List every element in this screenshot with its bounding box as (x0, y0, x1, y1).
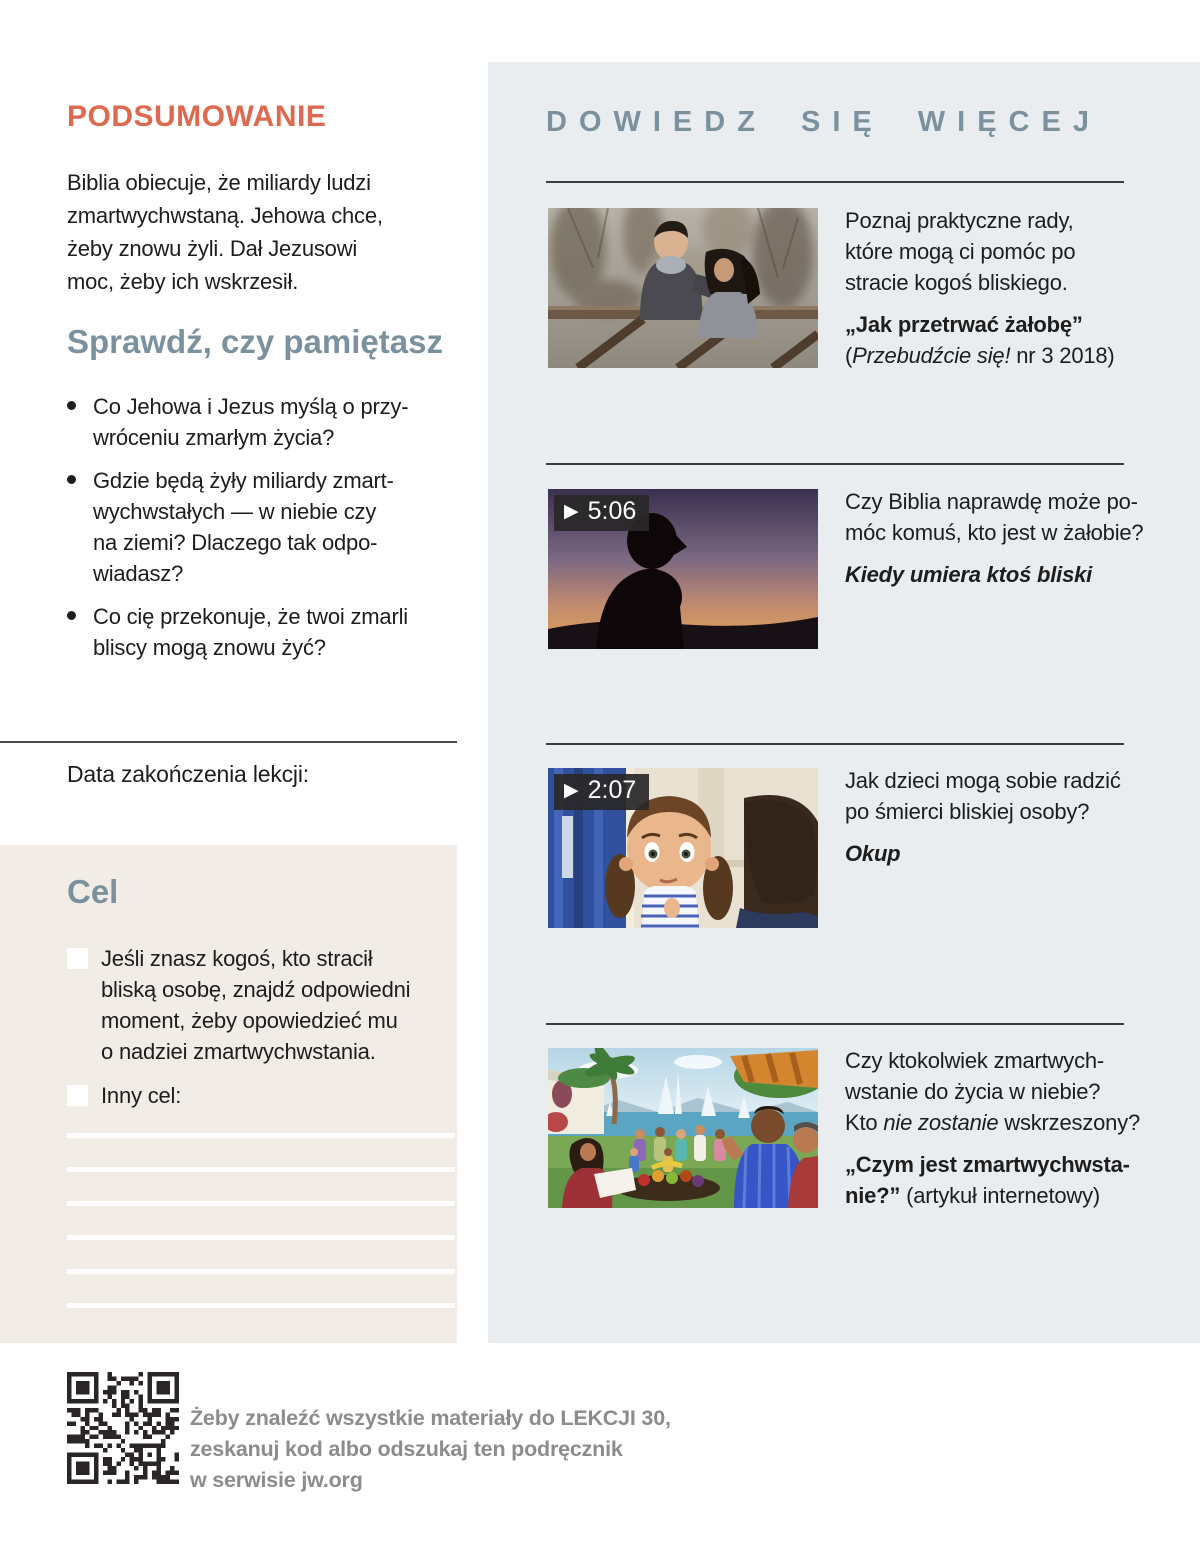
reference-title-line (845, 1180, 1195, 1211)
description-run: wskrzeszony? (998, 1110, 1141, 1135)
description-line: które mogą ci pomóc po (845, 239, 1076, 264)
question-line: bliscy mogą znowu żyć? (93, 635, 326, 660)
media-text (845, 205, 1195, 371)
goal-title: Cel (67, 873, 119, 910)
bullet-icon (67, 475, 76, 484)
grieving-couple-illustration (548, 208, 818, 368)
question-line: wiadasz? (93, 561, 184, 586)
video-title[interactable]: Okup (845, 841, 901, 866)
writing-line (67, 1303, 455, 1308)
media-description (845, 205, 1195, 298)
section-divider (0, 741, 457, 743)
learn-more-panel (488, 62, 1200, 1343)
media-description (845, 765, 1195, 827)
bullet-icon (67, 401, 76, 410)
qr-caption-line: zeskanuj kod albo odszukaj ten podręcznik (190, 1437, 623, 1461)
goal-checkbox-share-hope[interactable] (67, 948, 88, 969)
description-run-italic: nie zostanie (883, 1110, 999, 1135)
learn-more-divider (546, 181, 1124, 183)
reference-source-magazine: Przebudźcie się! (852, 343, 1011, 368)
writing-line (67, 1235, 455, 1240)
writing-line (67, 1269, 455, 1274)
media-description (845, 486, 1195, 548)
question-line: Gdzie będą żyły miliardy zmart- (93, 468, 394, 493)
play-badge (554, 774, 649, 810)
summary-body-line: zmartwychwstaną. Jehowa chce, (67, 203, 383, 228)
bullet-icon (67, 611, 76, 620)
description-line: Czy Biblia naprawdę może po- (845, 489, 1138, 514)
description-line: Czy ktokolwiek zmartwych- (845, 1048, 1105, 1073)
review-question-list (67, 391, 459, 675)
question-line: Co cię przekonuje, że twoi zmarli (93, 604, 408, 629)
goal-item-text (101, 943, 426, 1067)
media-item-children-video (548, 768, 1188, 932)
summary-body-line: Biblia obiecuje, że miliardy ludzi (67, 170, 371, 195)
reference-title-line[interactable]: „Czym jest zmartwychwsta- (845, 1152, 1130, 1177)
reference-source (845, 340, 1195, 371)
media-text (845, 765, 1195, 869)
paradise-painting-thumbnail[interactable] (548, 1048, 818, 1208)
goal-checkbox-other[interactable] (67, 1085, 88, 1106)
paradise-illustration (548, 1048, 818, 1208)
goal-text-line: moment, żeby opowiedzieć mu (101, 1008, 398, 1033)
learn-more-divider (546, 1023, 1124, 1025)
qr-caption-line: Żeby znaleźć wszystkie materiały do LEKCJI 30, (190, 1406, 671, 1430)
media-reference[interactable] (845, 309, 1195, 371)
duration-label: 5:06 (587, 497, 637, 525)
goal-text-line: bliską osobę, znajdź odpowiedni (101, 977, 411, 1002)
play-badge (554, 495, 649, 531)
play-icon: ▶ (564, 780, 579, 802)
reference-source-pre: ( (845, 343, 853, 368)
qr-caption (190, 1403, 671, 1496)
description-line: móc komuś, kto jest w żałobie? (845, 520, 1144, 545)
learn-more-divider (546, 743, 1124, 745)
review-title: Sprawdź, czy pamiętasz (67, 323, 443, 360)
reference-type-label: (artykuł internetowy) (900, 1183, 1101, 1208)
summary-body-line: moc, żeby ich wskrzesił. (67, 269, 299, 294)
goal-text-line: Jeśli znasz kogoś, kto stracił (101, 946, 373, 971)
media-item-grief-video (548, 489, 1188, 653)
play-icon: ▶ (564, 501, 579, 523)
review-question-1 (67, 391, 459, 453)
review-question-3 (67, 601, 459, 663)
description-line: wstanie do życia w niebie? (845, 1079, 1101, 1104)
sunset-silhouette-video-thumbnail[interactable] (548, 489, 818, 649)
reference-title[interactable]: „Jak przetrwać żałobę” (845, 312, 1083, 337)
duration-label: 2:07 (587, 776, 637, 804)
goal-item-share-hope (67, 943, 426, 1067)
description-run: Kto (845, 1110, 884, 1135)
writing-line (67, 1201, 455, 1206)
media-item-resurrection-article (548, 1048, 1188, 1212)
summary-body-line: żeby znowu żyli. Dał Jezusowi (67, 236, 358, 261)
qr-code (67, 1372, 179, 1484)
writing-line (67, 1167, 455, 1172)
learn-more-divider (546, 463, 1124, 465)
media-text (845, 486, 1195, 590)
media-item-grief-article (548, 208, 1188, 372)
completion-date-label: Data zakończenia lekcji: (67, 761, 309, 787)
review-question-2 (67, 465, 459, 589)
description-line: stracie kogoś bliskiego. (845, 270, 1068, 295)
description-line (845, 1107, 1195, 1138)
summary-body (67, 166, 462, 298)
media-description (845, 1045, 1195, 1138)
question-line: na ziemi? Dlaczego tak odpo- (93, 530, 378, 555)
goal-text-line: o nadziei zmartwychwstania. (101, 1039, 376, 1064)
description-line: po śmierci bliskiej osoby? (845, 799, 1090, 824)
reference-title-run[interactable]: nie?” (845, 1183, 901, 1208)
reference-source-post: nr 3 2018) (1010, 343, 1115, 368)
question-line: wróceniu zmarłym życia? (93, 425, 335, 450)
video-title[interactable]: Kiedy umiera ktoś bliski (845, 562, 1093, 587)
goal-other-label: Inny cel: (101, 1083, 182, 1108)
description-line: Poznaj praktyczne rady, (845, 208, 1074, 233)
writing-line (67, 1133, 455, 1138)
goal-item-other (67, 1080, 426, 1111)
goal-panel (0, 845, 457, 1343)
question-line: Co Jehowa i Jezus myślą o przy- (93, 394, 409, 419)
question-line: wychwstałych — w niebie czy (93, 499, 377, 524)
learn-more-title: DOWIEDZ SIĘ WIĘCEJ (546, 106, 1101, 138)
media-text (845, 1045, 1195, 1211)
grieving-couple-photo[interactable] (548, 208, 818, 368)
qr-caption-line: w serwisie jw.org (190, 1468, 363, 1492)
description-line: Jak dzieci mogą sobie radzić (845, 768, 1121, 793)
media-reference[interactable] (845, 1149, 1195, 1211)
animated-girl-video-thumbnail[interactable] (548, 768, 818, 928)
summary-title: PODSUMOWANIE (67, 100, 327, 133)
